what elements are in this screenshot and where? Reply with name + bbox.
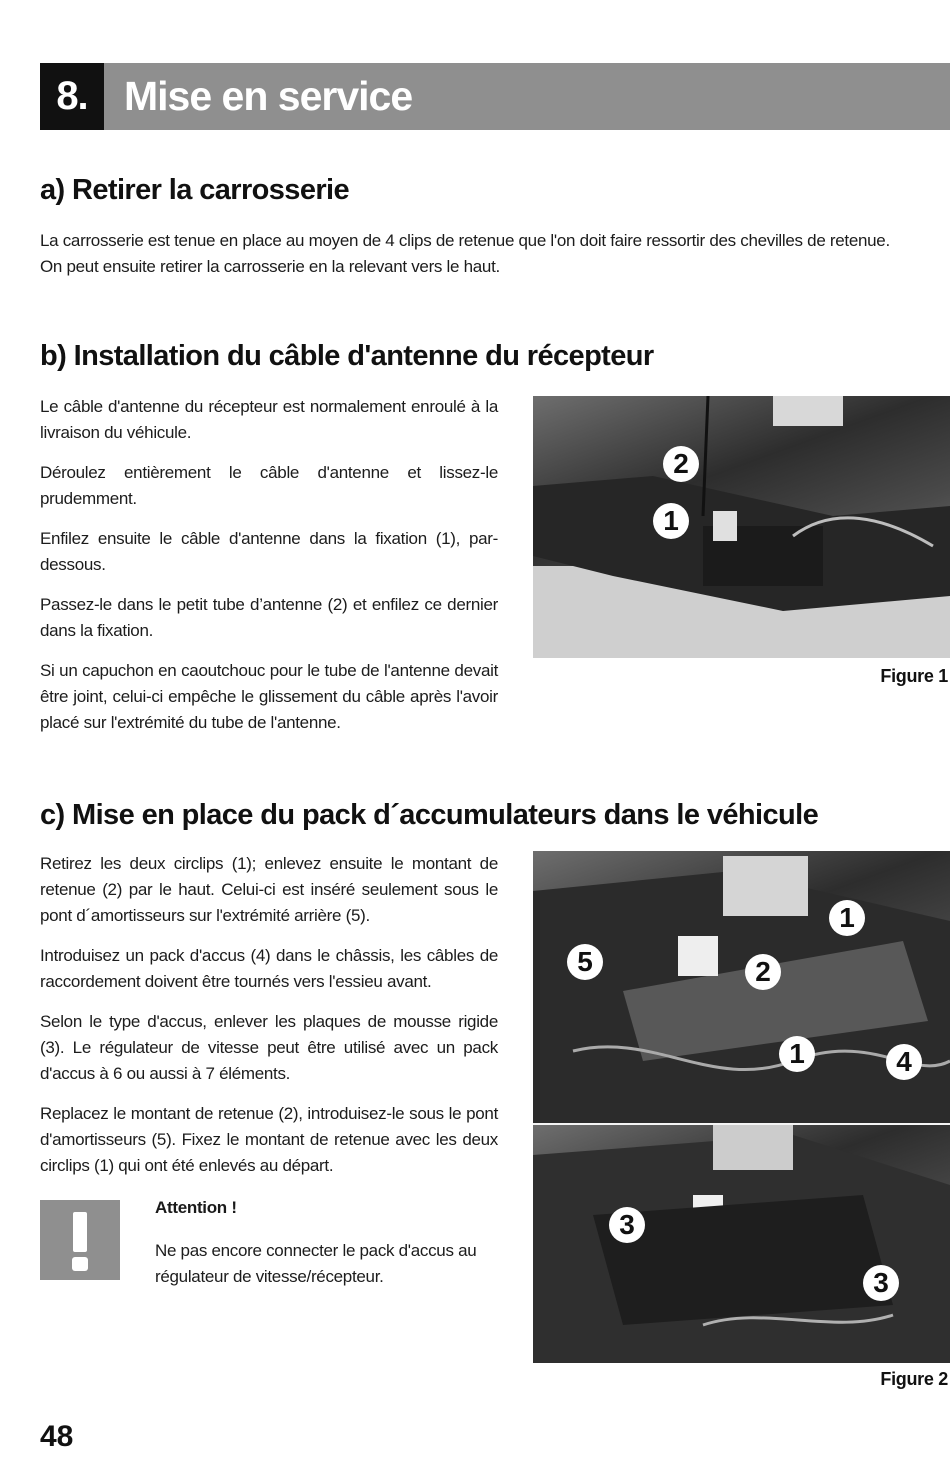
figure-2-callout-1: 1 — [829, 900, 865, 936]
section-c-paragraph: Selon le type d'accus, enlever les plaques de mousse rigide (3). Le régulateur de vitesse peut être utilisé avec un pack d'accus à 6 ou aussi à 7 éléments. — [40, 1012, 498, 1083]
figure-2-bottom-illustration — [533, 1125, 950, 1363]
attention-text: Ne pas encore connecter le pack d'accus au régulateur de vitesse/récepteur. — [155, 1241, 477, 1286]
figure-2-callout-2: 2 — [745, 954, 781, 990]
section-a-line-1: La carrosserie est tenue en place au moyen de 4 clips de retenue que l'on doit faire ressortir des chevilles de retenue. — [40, 231, 890, 250]
figure-1-illustration — [533, 396, 950, 658]
figure-2-photo-bottom — [533, 1125, 950, 1363]
figure-1-callout-2: 2 — [663, 446, 699, 482]
warning-icon-box — [40, 1200, 120, 1280]
figure-2-callout-4: 4 — [886, 1044, 922, 1080]
chapter-title-bar — [104, 63, 950, 130]
section-b-paragraph: Enfilez ensuite le câble d'antenne dans la fixation (1), par-dessous. — [40, 529, 498, 574]
section-b-heading: b) Installation du câble d'antenne du récepteur — [40, 340, 654, 372]
figure-2-photo-top — [533, 851, 950, 1123]
chapter-title: Mise en service — [124, 73, 413, 119]
figure-2-callout-5: 5 — [567, 944, 603, 980]
figure-1-caption: Figure 1 — [880, 666, 948, 686]
figure-1-callout-1: 1 — [653, 503, 689, 539]
section-b-paragraph: Passez-le dans le petit tube d’antenne (2) et enfilez ce dernier dans la fixation. — [40, 595, 498, 640]
section-a-heading: a) Retirer la carrosserie — [40, 174, 350, 206]
figure-2-callout-1b: 1 — [779, 1036, 815, 1072]
figure-2-caption: Figure 2 — [880, 1369, 948, 1389]
section-b-paragraph: Le câble d'antenne du récepteur est normalement enroulé à la livraison du véhicule. — [40, 397, 498, 442]
section-c-paragraph: Replacez le montant de retenue (2), introduisez-le sous le pont d'amortisseurs (5). Fixez le montant de retenue avec les deux circlips (1) qui ont été enlevés au départ. — [40, 1104, 498, 1175]
figure-2-top-illustration — [533, 851, 950, 1123]
chapter-number: 8. — [40, 63, 104, 130]
figure-1-photo — [533, 396, 950, 658]
section-c-paragraph: Introduisez un pack d'accus (4) dans le châssis, les câbles de raccordement doivent être tournés vers l'essieu avant. — [40, 946, 498, 991]
figure-2-callout-3: 3 — [609, 1207, 645, 1243]
section-b-paragraph: Déroulez entièrement le câble d'antenne et lissez-le prudemment. — [40, 463, 498, 508]
section-c-heading: c) Mise en place du pack d´accumulateurs dans le véhicule — [40, 799, 819, 831]
section-b-paragraph: Si un capuchon en caoutchouc pour le tube de l'antenne devait être joint, celui-ci empêche le glissement du câble après l'avoir placé sur l'extrémité du tube de l'antenne. — [40, 661, 498, 732]
figure-2-callout-3b: 3 — [863, 1265, 899, 1301]
section-b-text — [40, 394, 498, 736]
section-c-paragraph: Retirez les deux circlips (1); enlevez ensuite le montant de retenue (2) par le haut. Celui-ci est inséré seulement sous le pont d´amortisseurs sur l'extrémité arrière (5). — [40, 854, 498, 925]
page-number: 48 — [40, 1420, 74, 1453]
section-c-text — [40, 851, 498, 1179]
attention-title: Attention ! — [155, 1198, 237, 1217]
section-a-line-2: On peut ensuite retirer la carrosserie en la relevant vers le haut. — [40, 257, 500, 276]
